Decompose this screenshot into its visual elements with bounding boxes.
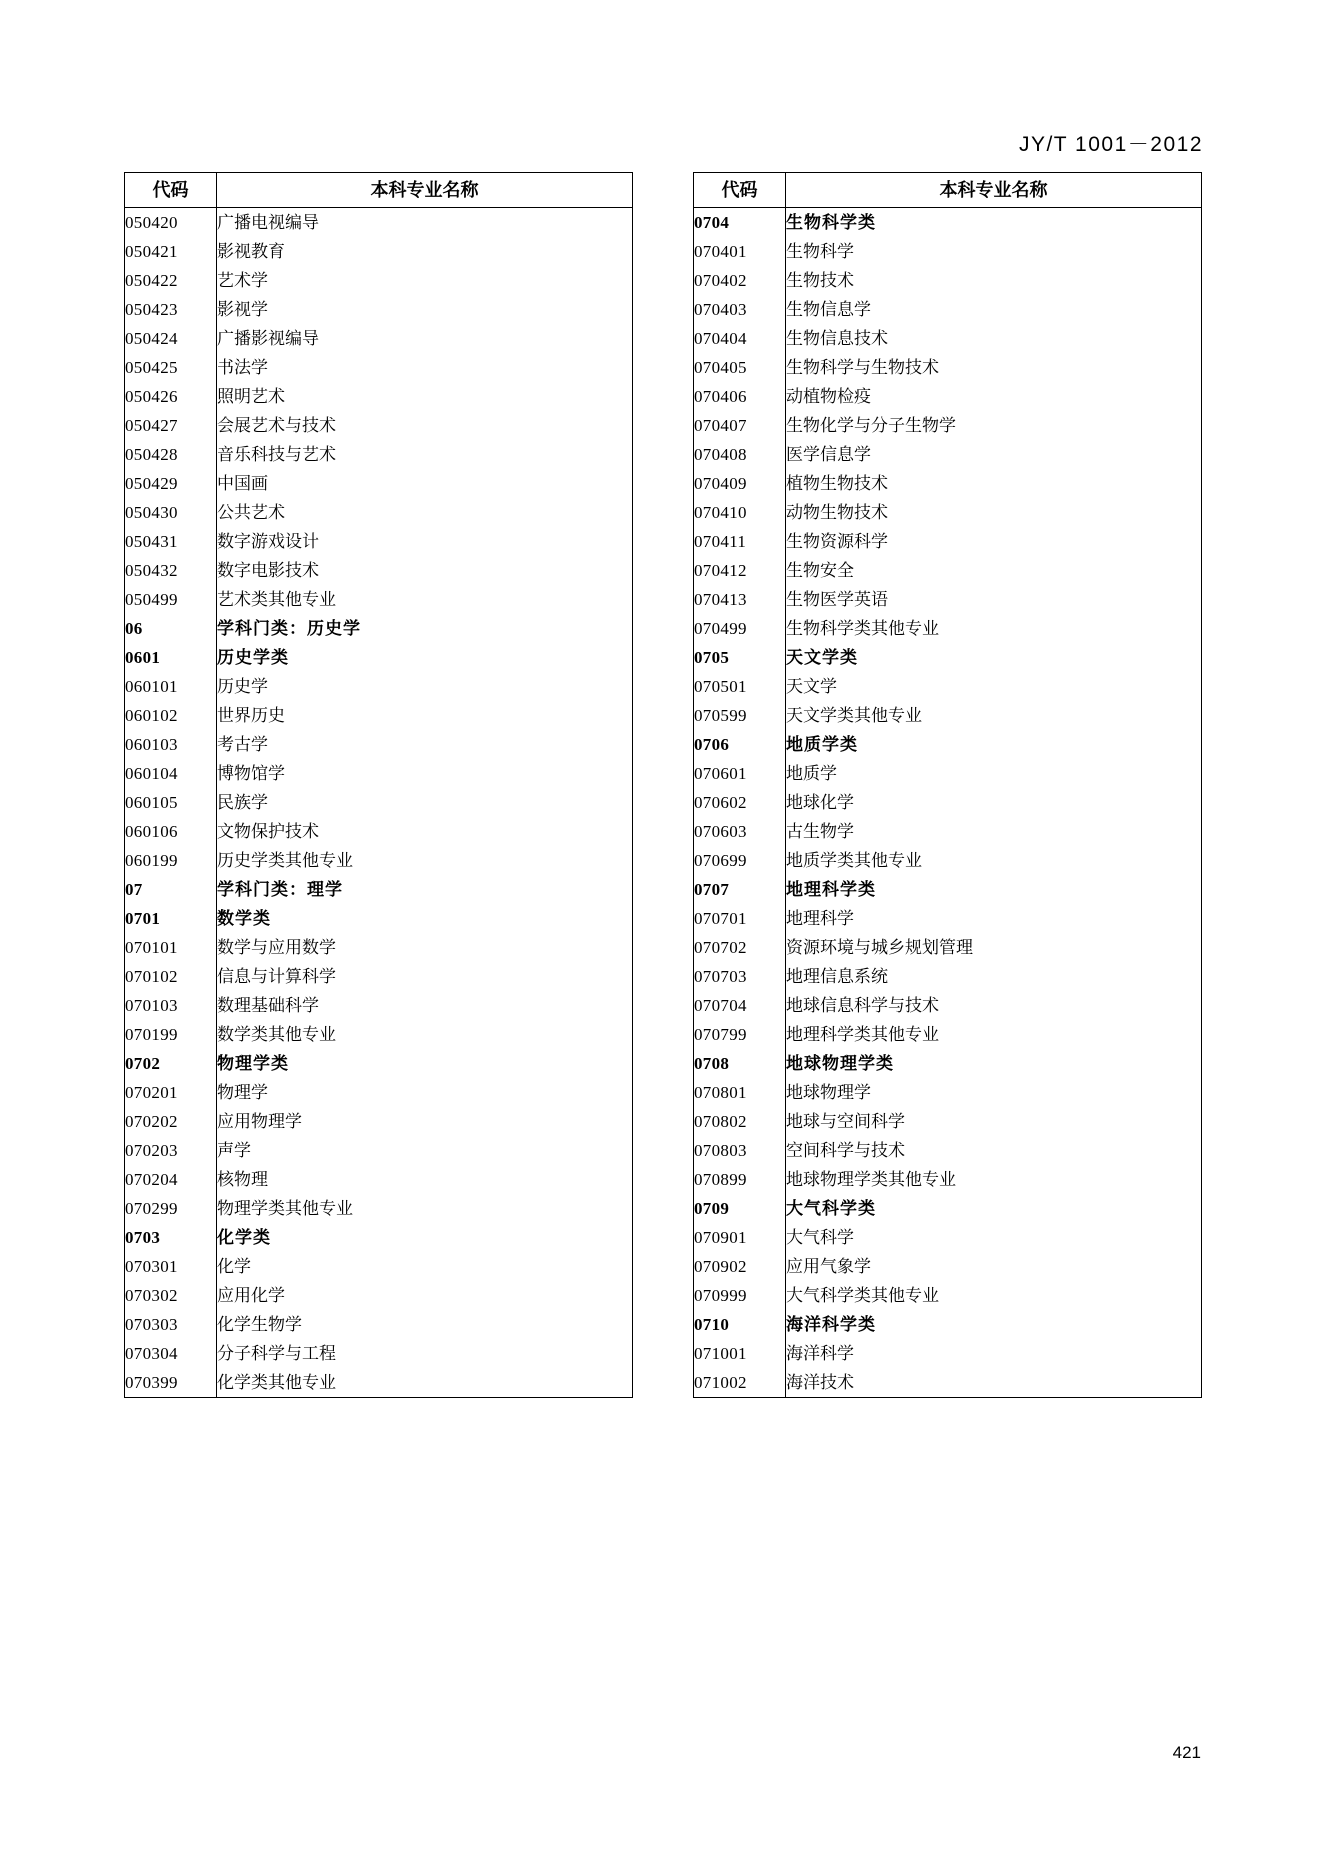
major-code-cell: 0701 xyxy=(125,904,217,933)
major-name-cell: 学科门类：历史学 xyxy=(217,614,633,643)
major-code-cell: 0601 xyxy=(125,643,217,672)
major-code-cell: 050427 xyxy=(125,411,217,440)
major-name-cell: 地球与空间科学 xyxy=(786,1107,1202,1136)
majors-table-left xyxy=(124,172,633,1398)
major-code-cell: 070703 xyxy=(694,962,786,991)
table-row xyxy=(694,962,1202,991)
table-header-row xyxy=(694,173,1202,208)
table-row xyxy=(125,498,633,527)
major-code-cell: 070410 xyxy=(694,498,786,527)
table-row xyxy=(694,701,1202,730)
major-name-cell: 化学类 xyxy=(217,1223,633,1252)
table-row xyxy=(694,1310,1202,1339)
table-row xyxy=(694,904,1202,933)
major-name-cell: 植物生物技术 xyxy=(786,469,1202,498)
major-name-cell: 博物馆学 xyxy=(217,759,633,788)
table-row xyxy=(125,846,633,875)
major-code-cell: 050421 xyxy=(125,237,217,266)
major-name-cell: 信息与计算科学 xyxy=(217,962,633,991)
table-row xyxy=(125,324,633,353)
major-code-cell: 070408 xyxy=(694,440,786,469)
major-code-cell: 070102 xyxy=(125,962,217,991)
table-row xyxy=(125,788,633,817)
major-code-cell: 070299 xyxy=(125,1194,217,1223)
table-row xyxy=(125,730,633,759)
major-code-cell: 070303 xyxy=(125,1310,217,1339)
table-row xyxy=(125,1165,633,1194)
major-name-cell: 地质学类其他专业 xyxy=(786,846,1202,875)
major-code-cell: 070411 xyxy=(694,527,786,556)
major-code-cell: 0705 xyxy=(694,643,786,672)
major-code-cell: 070704 xyxy=(694,991,786,1020)
major-code-cell: 070409 xyxy=(694,469,786,498)
table-row xyxy=(125,817,633,846)
page-number: 421 xyxy=(1172,1743,1201,1762)
major-code-cell: 0704 xyxy=(694,208,786,238)
column-header-code: 代码 xyxy=(694,173,786,208)
table-row xyxy=(125,1368,633,1398)
table-row xyxy=(125,353,633,382)
table-row xyxy=(125,1049,633,1078)
major-name-cell: 生物科学类 xyxy=(786,208,1202,238)
table-row xyxy=(125,411,633,440)
major-name-cell: 应用化学 xyxy=(217,1281,633,1310)
major-code-cell: 070406 xyxy=(694,382,786,411)
major-name-cell: 声学 xyxy=(217,1136,633,1165)
major-code-cell: 050424 xyxy=(125,324,217,353)
table-row xyxy=(125,382,633,411)
major-name-cell: 地球物理学 xyxy=(786,1078,1202,1107)
major-name-cell: 生物科学 xyxy=(786,237,1202,266)
major-code-cell: 070401 xyxy=(694,237,786,266)
major-name-cell: 化学类其他专业 xyxy=(217,1368,633,1398)
major-code-cell: 070902 xyxy=(694,1252,786,1281)
table-row xyxy=(125,759,633,788)
table-row xyxy=(125,875,633,904)
table-row xyxy=(125,266,633,295)
major-code-cell: 070202 xyxy=(125,1107,217,1136)
major-code-cell: 070603 xyxy=(694,817,786,846)
major-name-cell: 文物保护技术 xyxy=(217,817,633,846)
table-row xyxy=(694,295,1202,324)
major-code-cell: 050420 xyxy=(125,208,217,238)
major-name-cell: 数学类 xyxy=(217,904,633,933)
major-code-cell: 050429 xyxy=(125,469,217,498)
table-row xyxy=(694,759,1202,788)
major-name-cell: 大气科学 xyxy=(786,1223,1202,1252)
major-name-cell: 生物医学英语 xyxy=(786,585,1202,614)
major-name-cell: 会展艺术与技术 xyxy=(217,411,633,440)
table-row xyxy=(694,469,1202,498)
major-name-cell: 音乐科技与艺术 xyxy=(217,440,633,469)
column-header-name: 本科专业名称 xyxy=(786,173,1202,208)
major-code-cell: 070407 xyxy=(694,411,786,440)
table-row xyxy=(125,1136,633,1165)
major-code-cell: 050430 xyxy=(125,498,217,527)
table-row xyxy=(125,1281,633,1310)
major-name-cell: 资源环境与城乡规划管理 xyxy=(786,933,1202,962)
major-name-cell: 医学信息学 xyxy=(786,440,1202,469)
major-name-cell: 书法学 xyxy=(217,353,633,382)
table-row xyxy=(694,1078,1202,1107)
major-code-cell: 070999 xyxy=(694,1281,786,1310)
major-name-cell: 中国画 xyxy=(217,469,633,498)
major-code-cell: 060101 xyxy=(125,672,217,701)
table-row xyxy=(125,1020,633,1049)
table-row xyxy=(694,875,1202,904)
table-row xyxy=(125,614,633,643)
major-name-cell: 民族学 xyxy=(217,788,633,817)
table-row xyxy=(694,556,1202,585)
table-row xyxy=(125,1107,633,1136)
major-name-cell: 地质学 xyxy=(786,759,1202,788)
table-row xyxy=(125,527,633,556)
table-row xyxy=(694,353,1202,382)
table-row xyxy=(125,933,633,962)
major-code-cell: 070402 xyxy=(694,266,786,295)
major-code-cell: 07 xyxy=(125,875,217,904)
major-code-cell: 050431 xyxy=(125,527,217,556)
major-name-cell: 广播电视编导 xyxy=(217,208,633,238)
major-name-cell: 广播影视编导 xyxy=(217,324,633,353)
major-name-cell: 动物生物技术 xyxy=(786,498,1202,527)
table-row xyxy=(125,672,633,701)
table-row xyxy=(694,1252,1202,1281)
major-name-cell: 地球化学 xyxy=(786,788,1202,817)
major-name-cell: 化学生物学 xyxy=(217,1310,633,1339)
major-code-cell: 070702 xyxy=(694,933,786,962)
major-code-cell: 070301 xyxy=(125,1252,217,1281)
major-name-cell: 艺术学 xyxy=(217,266,633,295)
major-name-cell: 核物理 xyxy=(217,1165,633,1194)
major-name-cell: 动植物检疫 xyxy=(786,382,1202,411)
major-name-cell: 地球物理学类其他专业 xyxy=(786,1165,1202,1194)
major-code-cell: 0708 xyxy=(694,1049,786,1078)
major-name-cell: 海洋科学类 xyxy=(786,1310,1202,1339)
table-row xyxy=(125,1252,633,1281)
major-code-cell: 06 xyxy=(125,614,217,643)
table-row xyxy=(694,440,1202,469)
table-row xyxy=(694,1020,1202,1049)
major-code-cell: 060105 xyxy=(125,788,217,817)
major-code-cell: 070405 xyxy=(694,353,786,382)
major-name-cell: 地理信息系统 xyxy=(786,962,1202,991)
table-row xyxy=(694,1223,1202,1252)
table-row xyxy=(694,411,1202,440)
major-code-cell: 060104 xyxy=(125,759,217,788)
major-code-cell: 050499 xyxy=(125,585,217,614)
major-code-cell: 0702 xyxy=(125,1049,217,1078)
column-header-code: 代码 xyxy=(125,173,217,208)
major-code-cell: 050432 xyxy=(125,556,217,585)
major-code-cell: 0703 xyxy=(125,1223,217,1252)
table-row xyxy=(694,991,1202,1020)
major-name-cell: 世界历史 xyxy=(217,701,633,730)
major-code-cell: 050423 xyxy=(125,295,217,324)
major-name-cell: 历史学 xyxy=(217,672,633,701)
major-name-cell: 照明艺术 xyxy=(217,382,633,411)
major-code-cell: 050422 xyxy=(125,266,217,295)
major-code-cell: 070201 xyxy=(125,1078,217,1107)
table-row xyxy=(694,1049,1202,1078)
major-code-cell: 070601 xyxy=(694,759,786,788)
table-row xyxy=(694,614,1202,643)
major-code-cell: 070304 xyxy=(125,1339,217,1368)
majors-tables-container xyxy=(124,172,1202,1398)
table-row xyxy=(125,440,633,469)
table-row xyxy=(125,962,633,991)
major-code-cell: 070803 xyxy=(694,1136,786,1165)
table-row xyxy=(694,730,1202,759)
major-code-cell: 070199 xyxy=(125,1020,217,1049)
major-name-cell: 地球物理学类 xyxy=(786,1049,1202,1078)
table-row xyxy=(125,991,633,1020)
major-code-cell: 060103 xyxy=(125,730,217,759)
major-name-cell: 天文学类 xyxy=(786,643,1202,672)
major-name-cell: 学科门类：理学 xyxy=(217,875,633,904)
major-name-cell: 历史学类 xyxy=(217,643,633,672)
major-name-cell: 天文学 xyxy=(786,672,1202,701)
table-row xyxy=(694,643,1202,672)
major-name-cell: 生物科学与生物技术 xyxy=(786,353,1202,382)
table-row xyxy=(694,1281,1202,1310)
major-code-cell: 070501 xyxy=(694,672,786,701)
major-name-cell: 影视学 xyxy=(217,295,633,324)
major-code-cell: 070412 xyxy=(694,556,786,585)
major-name-cell: 分子科学与工程 xyxy=(217,1339,633,1368)
major-name-cell: 物理学类其他专业 xyxy=(217,1194,633,1223)
major-code-cell: 050426 xyxy=(125,382,217,411)
major-name-cell: 地理科学类其他专业 xyxy=(786,1020,1202,1049)
table-row xyxy=(125,556,633,585)
major-code-cell: 060199 xyxy=(125,846,217,875)
major-name-cell: 物理学 xyxy=(217,1078,633,1107)
major-code-cell: 060102 xyxy=(125,701,217,730)
major-name-cell: 数字游戏设计 xyxy=(217,527,633,556)
table-row xyxy=(125,904,633,933)
major-name-cell: 数字电影技术 xyxy=(217,556,633,585)
major-code-cell: 070413 xyxy=(694,585,786,614)
major-code-cell: 070701 xyxy=(694,904,786,933)
table-row xyxy=(694,527,1202,556)
table-row xyxy=(125,1078,633,1107)
table-row xyxy=(694,1107,1202,1136)
table-row xyxy=(694,1194,1202,1223)
table-row xyxy=(125,295,633,324)
major-code-cell: 070802 xyxy=(694,1107,786,1136)
major-code-cell: 070602 xyxy=(694,788,786,817)
table-row xyxy=(125,237,633,266)
major-name-cell: 化学 xyxy=(217,1252,633,1281)
major-name-cell: 艺术类其他专业 xyxy=(217,585,633,614)
major-name-cell: 地理科学类 xyxy=(786,875,1202,904)
major-name-cell: 古生物学 xyxy=(786,817,1202,846)
major-code-cell: 070204 xyxy=(125,1165,217,1194)
major-code-cell: 070901 xyxy=(694,1223,786,1252)
major-code-cell: 070302 xyxy=(125,1281,217,1310)
table-row xyxy=(694,788,1202,817)
table-row xyxy=(125,208,633,238)
major-name-cell: 生物安全 xyxy=(786,556,1202,585)
table-row xyxy=(694,1368,1202,1398)
major-name-cell: 历史学类其他专业 xyxy=(217,846,633,875)
major-name-cell: 生物资源科学 xyxy=(786,527,1202,556)
major-name-cell: 数学类其他专业 xyxy=(217,1020,633,1049)
major-code-cell: 0707 xyxy=(694,875,786,904)
major-name-cell: 公共艺术 xyxy=(217,498,633,527)
table-row xyxy=(694,382,1202,411)
major-code-cell: 071001 xyxy=(694,1339,786,1368)
table-row xyxy=(125,1223,633,1252)
major-name-cell: 考古学 xyxy=(217,730,633,759)
table-row xyxy=(125,1194,633,1223)
major-name-cell: 生物信息学 xyxy=(786,295,1202,324)
major-code-cell: 070799 xyxy=(694,1020,786,1049)
major-code-cell: 070399 xyxy=(125,1368,217,1398)
table-row xyxy=(694,498,1202,527)
major-code-cell: 050425 xyxy=(125,353,217,382)
major-code-cell: 0706 xyxy=(694,730,786,759)
major-code-cell: 060106 xyxy=(125,817,217,846)
major-name-cell: 生物信息技术 xyxy=(786,324,1202,353)
table-row xyxy=(694,266,1202,295)
major-code-cell: 070499 xyxy=(694,614,786,643)
major-name-cell: 生物科学类其他专业 xyxy=(786,614,1202,643)
table-row xyxy=(694,585,1202,614)
major-name-cell: 地理科学 xyxy=(786,904,1202,933)
majors-table-right xyxy=(693,172,1202,1398)
major-name-cell: 地球信息科学与技术 xyxy=(786,991,1202,1020)
major-code-cell: 070404 xyxy=(694,324,786,353)
table-row xyxy=(694,817,1202,846)
major-name-cell: 大气科学类其他专业 xyxy=(786,1281,1202,1310)
major-name-cell: 海洋技术 xyxy=(786,1368,1202,1398)
column-header-name: 本科专业名称 xyxy=(217,173,633,208)
major-name-cell: 数学与应用数学 xyxy=(217,933,633,962)
table-row xyxy=(125,1339,633,1368)
major-code-cell: 070699 xyxy=(694,846,786,875)
major-name-cell: 海洋科学 xyxy=(786,1339,1202,1368)
table-row xyxy=(694,1136,1202,1165)
major-name-cell: 物理学类 xyxy=(217,1049,633,1078)
table-header-row xyxy=(125,173,633,208)
table-row xyxy=(125,701,633,730)
table-row xyxy=(694,324,1202,353)
major-code-cell: 070101 xyxy=(125,933,217,962)
major-code-cell: 070899 xyxy=(694,1165,786,1194)
table-row xyxy=(125,1310,633,1339)
major-code-cell: 071002 xyxy=(694,1368,786,1398)
major-name-cell: 天文学类其他专业 xyxy=(786,701,1202,730)
major-name-cell: 影视教育 xyxy=(217,237,633,266)
table-row xyxy=(125,643,633,672)
major-code-cell: 0710 xyxy=(694,1310,786,1339)
major-code-cell: 070403 xyxy=(694,295,786,324)
major-name-cell: 空间科学与技术 xyxy=(786,1136,1202,1165)
table-row xyxy=(125,585,633,614)
major-code-cell: 0709 xyxy=(694,1194,786,1223)
major-code-cell: 070103 xyxy=(125,991,217,1020)
table-row xyxy=(694,208,1202,238)
major-name-cell: 数理基础科学 xyxy=(217,991,633,1020)
table-row xyxy=(694,237,1202,266)
table-row xyxy=(694,846,1202,875)
table-row xyxy=(125,469,633,498)
major-code-cell: 070801 xyxy=(694,1078,786,1107)
major-name-cell: 应用气象学 xyxy=(786,1252,1202,1281)
table-row xyxy=(694,933,1202,962)
major-name-cell: 大气科学类 xyxy=(786,1194,1202,1223)
table-row xyxy=(694,1165,1202,1194)
table-row xyxy=(694,1339,1202,1368)
major-name-cell: 生物化学与分子生物学 xyxy=(786,411,1202,440)
major-code-cell: 070203 xyxy=(125,1136,217,1165)
major-code-cell: 070599 xyxy=(694,701,786,730)
major-name-cell: 应用物理学 xyxy=(217,1107,633,1136)
table-row xyxy=(694,672,1202,701)
major-name-cell: 生物技术 xyxy=(786,266,1202,295)
major-code-cell: 050428 xyxy=(125,440,217,469)
standard-number-header: JY/T 1001－2012 xyxy=(1018,133,1203,156)
major-name-cell: 地质学类 xyxy=(786,730,1202,759)
